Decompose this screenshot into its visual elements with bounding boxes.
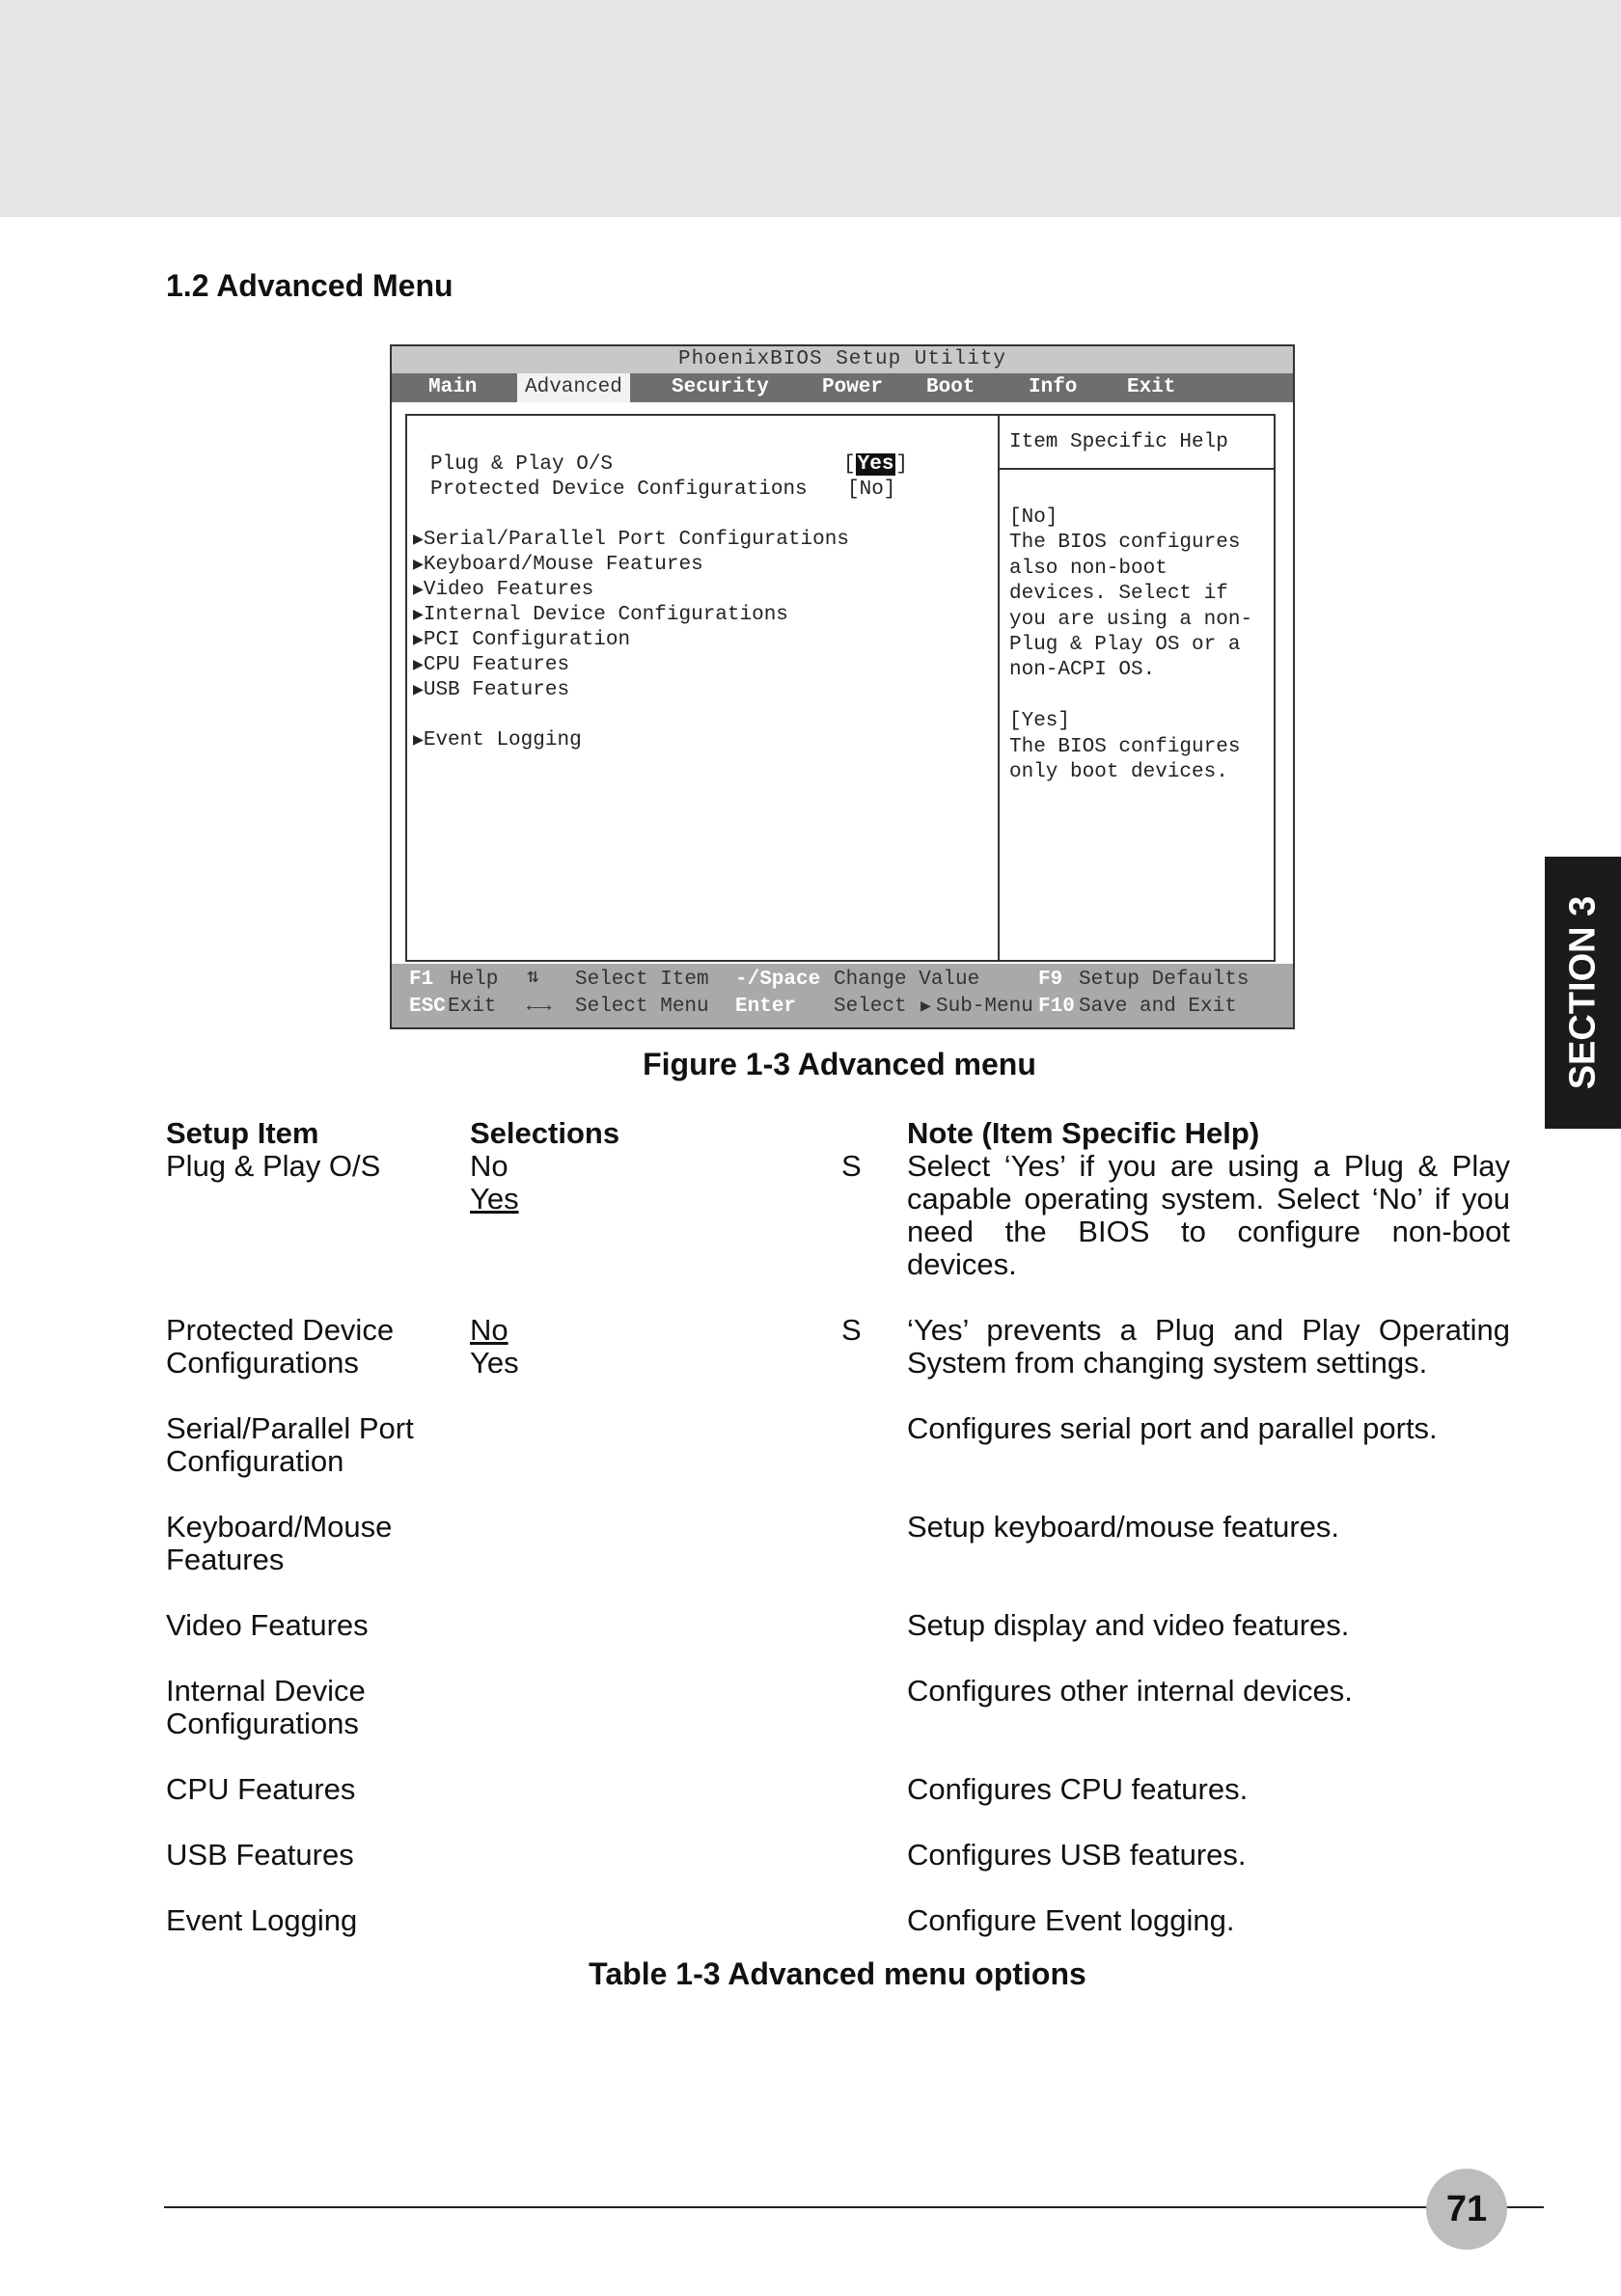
- triangle-right-icon: ▶: [413, 606, 424, 625]
- row-serial-parallel-item: Serial/Parallel Port Configuration: [166, 1411, 414, 1478]
- option-protected-device-label[interactable]: Protected Device Configurations: [430, 478, 808, 501]
- submenu-event-logging[interactable]: [413, 728, 582, 753]
- figure-caption: Figure 1-3 Advanced menu: [643, 1047, 1036, 1081]
- section-heading: 1.2 Advanced Menu: [166, 268, 453, 303]
- row-keyboard-mouse-note: Setup keyboard/mouse features.: [907, 1510, 1340, 1544]
- triangle-right-icon: ▶: [413, 531, 424, 550]
- leftright-arrows-icon: ←→: [527, 996, 552, 1018]
- row-protected-device-selections: No Yes: [470, 1313, 519, 1380]
- key-help-label: Help: [450, 969, 499, 991]
- header-setup-item: Setup Item: [166, 1116, 319, 1150]
- row-internal-device-note: Configures other internal devices.: [907, 1674, 1353, 1708]
- submenu-serial-parallel[interactable]: [413, 528, 849, 553]
- bios-menu-bar: [392, 373, 1293, 402]
- row-protected-device-note: ‘Yes’ prevents a Plug and Play Operating System from changing system settings.: [907, 1313, 1510, 1380]
- key-change-value-label: Change Value: [834, 969, 980, 991]
- submenu-pci[interactable]: [413, 628, 630, 653]
- key-save-exit-label: Save and Exit: [1079, 996, 1237, 1018]
- row-keyboard-mouse-item: Keyboard/Mouse Features: [166, 1510, 393, 1576]
- bios-menu-advanced[interactable]: Advanced: [517, 373, 630, 402]
- bios-key-legend: [392, 964, 1293, 1027]
- submenu-internal-device[interactable]: [413, 603, 788, 628]
- submenu-usb[interactable]: [413, 678, 569, 703]
- row-usb-item: USB Features: [166, 1838, 354, 1872]
- bios-menu-security[interactable]: Security: [672, 376, 769, 398]
- triangle-right-icon: ▶: [413, 581, 424, 600]
- help-text: [No] The BIOS configures also non-boot devices. Select if you are using a non- Plug & Play OS or a non-ACPI OS. [Yes] The BIOS configures only boot devices.: [1009, 506, 1253, 784]
- submenu-label: Internal Device Configurations: [423, 604, 788, 626]
- bios-help-pane: [1000, 416, 1274, 960]
- row-plug-play-item: Plug & Play O/S: [166, 1149, 381, 1183]
- row-video-item: Video Features: [166, 1608, 369, 1642]
- row-serial-parallel-note: Configures serial port and parallel ports.: [907, 1411, 1438, 1445]
- row-cpu-item: CPU Features: [166, 1772, 356, 1806]
- row-plug-play-flag: S: [841, 1149, 862, 1183]
- submenu-label: Video Features: [423, 579, 594, 601]
- bios-menu-boot[interactable]: Boot: [926, 376, 975, 398]
- row-video-note: Setup display and video features.: [907, 1608, 1350, 1642]
- row-internal-device-item: Internal Device Configurations: [166, 1674, 366, 1740]
- key-minus-space: -/Space: [735, 969, 821, 991]
- submenu-video[interactable]: [413, 578, 593, 603]
- bios-title: PhoenixBIOS Setup Utility: [392, 346, 1293, 373]
- submenu-label: PCI Configuration: [423, 629, 631, 651]
- bios-screen: [390, 344, 1295, 1029]
- option-plug-play-label[interactable]: Plug & Play O/S: [430, 453, 614, 476]
- triangle-right-icon: ▶: [413, 656, 424, 675]
- table-caption: Table 1-3 Advanced menu options: [589, 1956, 1086, 1991]
- key-select-menu-label: Select Menu: [575, 996, 709, 1018]
- footer-rule: [164, 2206, 1544, 2208]
- header-selections: Selections: [470, 1116, 620, 1150]
- submenu-cpu[interactable]: [413, 653, 569, 678]
- key-esc: ESC: [409, 996, 446, 1018]
- triangle-right-icon: ▶: [413, 631, 424, 650]
- submenu-label: Event Logging: [423, 729, 582, 752]
- bios-body: [405, 414, 1276, 962]
- key-f9: F9: [1038, 969, 1063, 991]
- submenu-label: USB Features: [423, 679, 570, 701]
- key-select-item-label: Select Item: [575, 969, 709, 991]
- triangle-right-icon: ▶: [413, 681, 424, 700]
- updown-arrows-icon: ⇅: [527, 967, 539, 989]
- page-number: 71: [1426, 2169, 1507, 2250]
- row-event-logging-note: Configure Event logging.: [907, 1903, 1235, 1937]
- option-protected-device-value[interactable]: [No]: [847, 478, 896, 501]
- row-plug-play-note: Select ‘Yes’ if you are using a Plug & Play capable operating system. Select ‘No’ if you need the BIOS to configure non-boot devices.: [907, 1149, 1510, 1281]
- submenu-label: CPU Features: [423, 654, 570, 676]
- bios-menu-exit[interactable]: Exit: [1127, 376, 1176, 398]
- plug-play-value-text: Yes: [857, 453, 894, 476]
- bios-options-pane: [407, 416, 1000, 960]
- help-title: Item Specific Help: [1000, 416, 1274, 470]
- row-protected-device-flag: S: [841, 1313, 862, 1347]
- bios-menu-main[interactable]: Main: [428, 376, 478, 398]
- bios-menu-power[interactable]: Power: [822, 376, 884, 398]
- row-usb-note: Configures USB features.: [907, 1838, 1247, 1872]
- key-enter: Enter: [735, 996, 797, 1018]
- triangle-right-icon: ▶: [413, 731, 424, 751]
- submenu-label: Keyboard/Mouse Features: [423, 554, 703, 576]
- key-select-label: Select: [834, 996, 907, 1018]
- row-protected-device-item: Protected Device Configurations: [166, 1313, 395, 1380]
- submenu-keyboard-mouse[interactable]: [413, 553, 703, 578]
- key-exit-label: Exit: [448, 996, 497, 1018]
- header-note: Note (Item Specific Help): [907, 1116, 1260, 1150]
- section-tab: [1545, 857, 1621, 1129]
- key-sub-menu-label: Sub-Menu: [936, 996, 1033, 1018]
- row-event-logging-item: Event Logging: [166, 1903, 358, 1937]
- section-tab-label: SECTION 3: [1562, 895, 1603, 1090]
- submenu-label: Serial/Parallel Port Configurations: [423, 529, 849, 551]
- triangle-right-icon: ▶: [413, 556, 424, 575]
- key-f10: F10: [1038, 996, 1075, 1018]
- triangle-right-icon: ▶: [920, 998, 931, 1017]
- key-setup-defaults-label: Setup Defaults: [1079, 969, 1250, 991]
- row-plug-play-selections: No Yes: [470, 1149, 519, 1216]
- option-plug-play-value[interactable]: [Yes]: [843, 453, 909, 476]
- key-f1: F1: [409, 969, 434, 991]
- bios-menu-info[interactable]: Info: [1029, 376, 1078, 398]
- row-cpu-note: Configures CPU features.: [907, 1772, 1249, 1806]
- header-band: [0, 0, 1621, 217]
